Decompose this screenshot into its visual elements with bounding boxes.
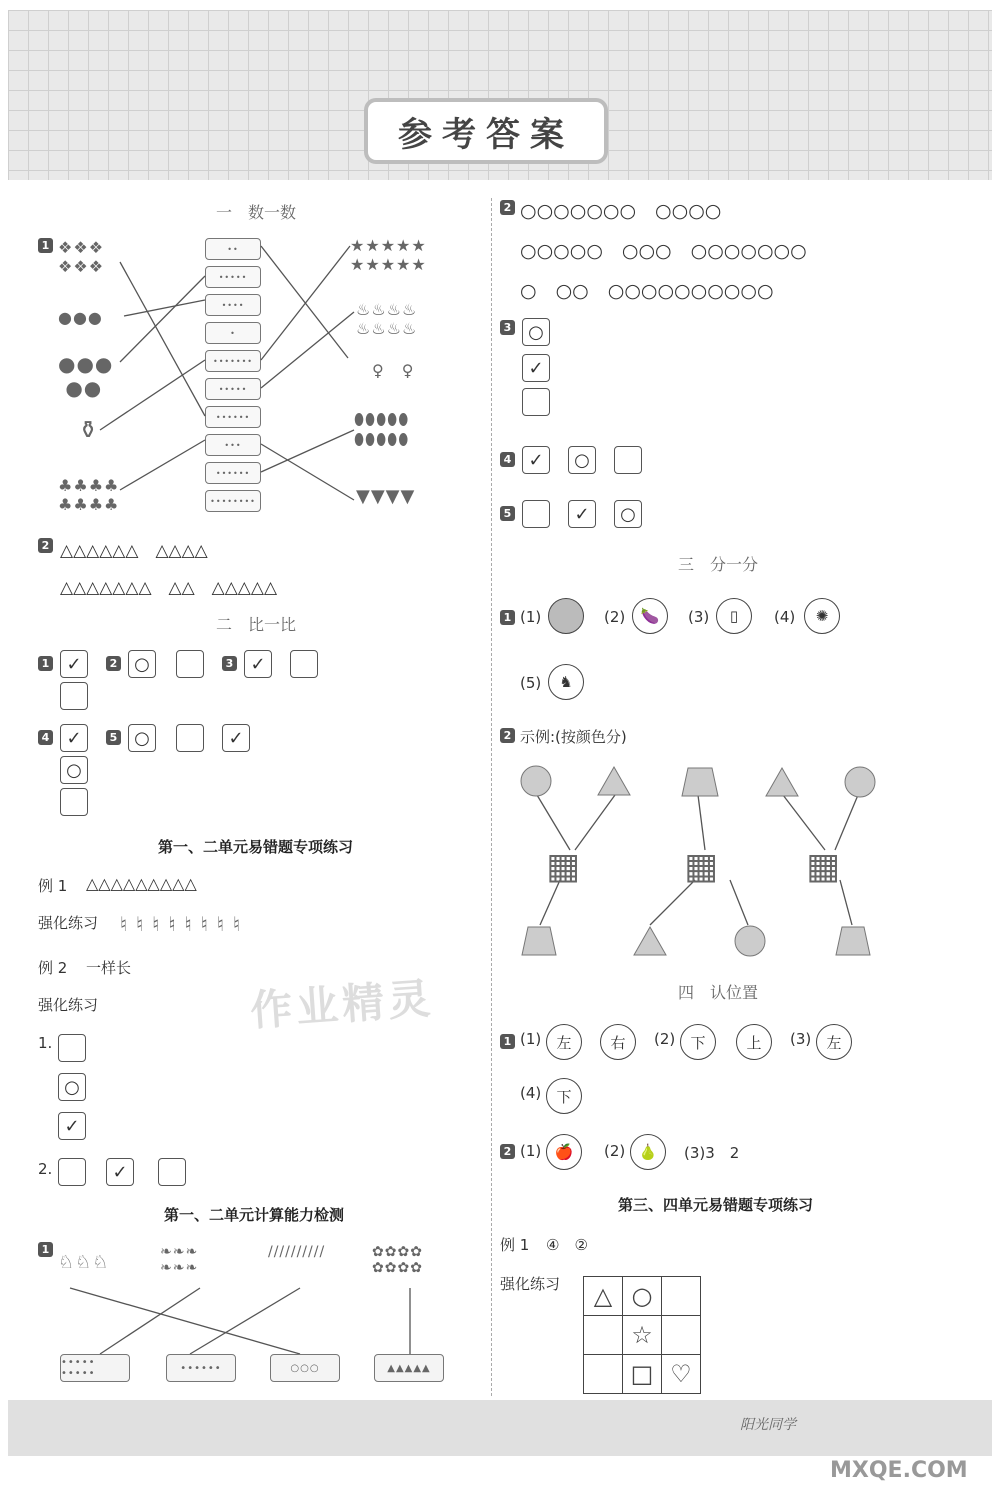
- part-label: (4): [520, 1084, 542, 1102]
- grid-cell: [584, 1316, 623, 1355]
- footer-brand: 阳光同学: [740, 1417, 796, 1433]
- part-label: (3): [790, 1030, 812, 1048]
- answer-box-check: ✓: [568, 500, 596, 528]
- grid-cell: ♡: [662, 1355, 701, 1394]
- grid-box-icon: ▦: [546, 846, 582, 887]
- cake-icon: ♨♨♨♨ ♨♨♨♨: [356, 300, 418, 338]
- answer-card: ••••• •••••: [60, 1354, 130, 1382]
- dot-card: ••••••••: [205, 490, 261, 512]
- answer-box-check: ✓: [522, 446, 550, 474]
- question-label-1: 1.: [38, 1034, 53, 1052]
- answer-box-check: ✓: [244, 650, 272, 678]
- ball-icon: ●●● ●●: [58, 352, 114, 400]
- rabbit-icon: ♘♘♘: [58, 1252, 110, 1273]
- section-title-compare: 二 比一比: [216, 615, 297, 634]
- watermark: 作业精灵: [248, 973, 436, 1036]
- answer-box-empty: [522, 388, 550, 416]
- answer-box-check: ✓: [106, 1158, 134, 1186]
- flower-icon: ❖❖❖ ❖❖❖: [58, 238, 105, 276]
- grid-cell: ☆: [623, 1316, 662, 1355]
- icecream-icon: ▼▼▼▼: [356, 486, 416, 507]
- section-title-sort: 三 分一分: [678, 555, 759, 574]
- question-number-2: 2: [500, 728, 515, 743]
- dot-card: •••••••: [205, 350, 261, 372]
- star-icon: ★★★★★ ★★★★★: [350, 236, 427, 274]
- answer-circle: 右: [600, 1024, 636, 1060]
- section-title-count: 一 数一数: [216, 203, 297, 222]
- question-number-2: 2: [38, 538, 53, 553]
- dot-card: ••••: [205, 294, 261, 316]
- example-1-answer: △△△△△△△△△: [86, 874, 197, 893]
- question-number-5: 5: [500, 506, 515, 521]
- corn-icon: ⬮⬮⬮⬮⬮ ⬮⬮⬮⬮⬮: [354, 410, 410, 449]
- example-2-label: 例 2: [38, 959, 68, 977]
- triangle-answer-row2: △△△△△△△ △△ △△△△△: [60, 578, 278, 598]
- triangle-answer-row1: △△△△△△ △△△△: [60, 541, 208, 561]
- example-1-label: 例 1: [38, 877, 68, 895]
- question-number-1: 1: [500, 610, 515, 625]
- drill-label: 强化练习: [38, 914, 99, 932]
- grid-box-icon: ▦: [684, 846, 720, 887]
- answer-card: ○○○: [270, 1354, 340, 1382]
- error-practice-title-2: 第三、四单元易错题专项练习: [618, 1196, 814, 1214]
- apple-icon: ●●●: [58, 308, 103, 327]
- answer-circle: 下: [680, 1024, 716, 1060]
- footer-site: MXQE.COM: [830, 1458, 968, 1483]
- grid-cell: □: [623, 1355, 662, 1394]
- dot-card: •••••: [205, 378, 261, 400]
- trapezoid-shape-icon: [678, 766, 878, 798]
- question-number-5: 5: [106, 730, 121, 745]
- item-label: (1): [520, 608, 542, 626]
- question-number-2: 2: [500, 1144, 515, 1159]
- plate-icon: [548, 598, 584, 634]
- pencil-icon: //////////: [268, 1244, 326, 1260]
- example-2-answer: 一样长: [86, 959, 132, 977]
- dot-card: •: [205, 322, 261, 344]
- flower-pot-icon: ✿✿✿✿ ✿✿✿✿: [372, 1244, 423, 1276]
- grid-cell: [584, 1355, 623, 1394]
- dot-card: •••••: [205, 266, 261, 288]
- drill-label: 强化练习: [500, 1275, 561, 1293]
- answer-box-check: ✓: [222, 724, 250, 752]
- grid-cell: [662, 1316, 701, 1355]
- answer-circle: 上: [736, 1024, 772, 1060]
- part-label: (2): [604, 1142, 626, 1160]
- item-label: (4): [774, 608, 796, 626]
- circle-shape-icon: [518, 764, 638, 798]
- circle-answer-row1: ○○○○○○○ ○○○○: [520, 200, 722, 222]
- calc-test-title: 第一、二单元计算能力检测: [164, 1206, 345, 1224]
- question-number-1: 1: [500, 1034, 515, 1049]
- circle-answer-row2: ○○○○○ ○○○ ○○○○○○○: [520, 240, 807, 262]
- answer-box-circle: ○: [128, 724, 156, 752]
- answer-text: (3)3 2: [684, 1144, 740, 1162]
- question-number-1: 1: [38, 1242, 53, 1257]
- answer-box-check: ✓: [58, 1112, 86, 1140]
- answer-card: ▲▲▲▲▲: [374, 1354, 444, 1382]
- rooster-icon: ♞: [548, 664, 584, 700]
- footer-band: [8, 1400, 992, 1456]
- answer-box-empty: [60, 788, 88, 816]
- sort-example-label: 示例:(按颜色分): [520, 728, 627, 746]
- example-1-answer: ④ ②: [546, 1236, 588, 1254]
- example-1-label: 例 1: [500, 1236, 530, 1254]
- bottle-icon: ⚱: [78, 416, 100, 444]
- question-number-4: 4: [38, 730, 53, 745]
- grid-cell: ○: [623, 1277, 662, 1316]
- question-number-3: 3: [222, 656, 237, 671]
- cup-icon: ▯: [716, 598, 752, 634]
- answer-box-circle: ○: [568, 446, 596, 474]
- question-number-1: 1: [38, 656, 53, 671]
- part-label: (1): [520, 1142, 542, 1160]
- eggplant-icon: 🍆: [632, 598, 668, 634]
- answer-box-empty: [290, 650, 318, 678]
- question-number-2: 2: [106, 656, 121, 671]
- question-number-4: 4: [500, 452, 515, 467]
- grid-box-icon: ▦: [806, 846, 842, 887]
- question-label-2: 2.: [38, 1160, 53, 1178]
- question-number-2: 2: [500, 200, 515, 215]
- answer-box-circle: ○: [128, 650, 156, 678]
- question-number-3: 3: [500, 320, 515, 335]
- pear-icon: 🍐: [630, 1134, 666, 1170]
- answer-box-empty: [614, 446, 642, 474]
- sunflower-icon: ✺: [804, 598, 840, 634]
- circle-answer-row3: ○ ○○ ○○○○○○○○○○: [520, 280, 774, 302]
- dot-card: •••: [205, 434, 261, 456]
- item-label: (2): [604, 608, 626, 626]
- answer-box-empty: [176, 650, 204, 678]
- page-title: 参考答案: [368, 102, 604, 160]
- bottom-shapes-icon: [518, 924, 878, 958]
- answer-box-circle: ○: [522, 318, 550, 346]
- error-practice-title: 第一、二单元易错题专项练习: [158, 838, 354, 856]
- shell-icon: ♣♣♣♣ ♣♣♣♣: [58, 476, 120, 514]
- answer-card: ••••••: [166, 1354, 236, 1382]
- answer-box-empty: [158, 1158, 186, 1186]
- answer-box-empty: [176, 724, 204, 752]
- dot-card: ••: [205, 238, 261, 260]
- lollipop-icon: ♀ ♀: [372, 361, 415, 380]
- sock-icon: ♮♮♮♮♮♮♮♮: [120, 912, 250, 936]
- answer-box-check: ✓: [522, 354, 550, 382]
- answer-box-check: ✓: [60, 724, 88, 752]
- answer-box-empty: [58, 1158, 86, 1186]
- answer-box-check: ✓: [60, 650, 88, 678]
- answer-circle: 左: [546, 1024, 582, 1060]
- answer-circle: 左: [816, 1024, 852, 1060]
- answer-box-empty: [58, 1034, 86, 1062]
- hedgehog-icon: ❧❧❧ ❧❧❧: [160, 1244, 199, 1276]
- question-number-1: 1: [38, 238, 53, 253]
- section-title-position: 四 认位置: [678, 983, 759, 1002]
- dot-card: ••••••: [205, 462, 261, 484]
- answer-box-circle: ○: [60, 756, 88, 784]
- item-label: (3): [688, 608, 710, 626]
- answer-box-circle: ○: [58, 1073, 86, 1101]
- item-label: (5): [520, 674, 542, 692]
- grid-cell: △: [584, 1277, 623, 1316]
- dot-card: ••••••: [205, 406, 261, 428]
- answer-box-empty: [522, 500, 550, 528]
- answer-box-empty: [60, 682, 88, 710]
- answer-box-circle: ○: [614, 500, 642, 528]
- answer-circle: 下: [546, 1078, 582, 1114]
- part-label: (1): [520, 1030, 542, 1048]
- apple-icon: 🍎: [546, 1134, 582, 1170]
- grid-cell: [662, 1277, 701, 1316]
- position-grid: [583, 1276, 701, 1394]
- drill-label: 强化练习: [38, 996, 99, 1014]
- part-label: (2): [654, 1030, 676, 1048]
